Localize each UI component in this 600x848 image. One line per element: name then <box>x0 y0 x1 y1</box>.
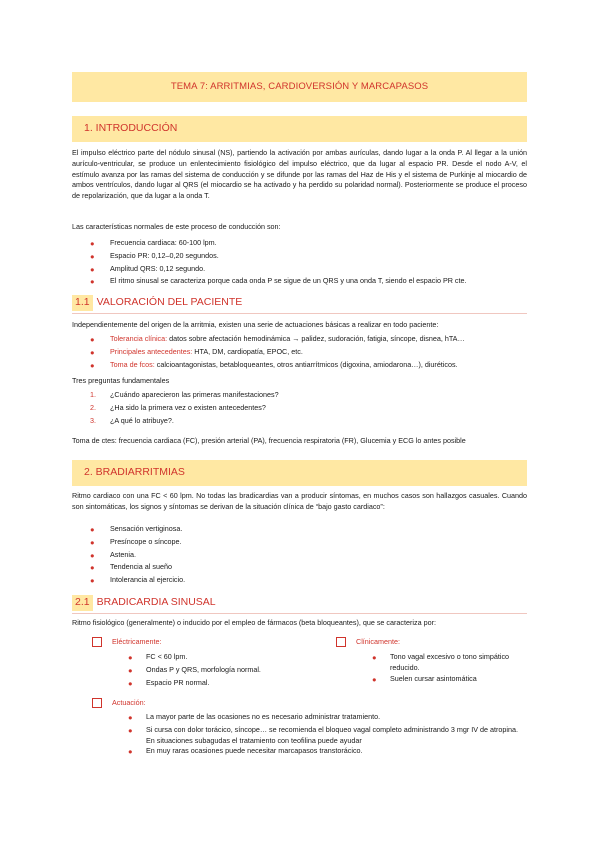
list-item: ● En muy raras ocasiones puede necesitar marcapasos transtorácico. <box>128 746 363 757</box>
list-item: 1. ¿Cuándo aparecieron las primeras manifestaciones? <box>90 390 279 399</box>
checkbox-icon <box>336 637 346 647</box>
checkbox-icon <box>92 637 102 647</box>
list-item: ● Tono vagal excesivo o tono simpático reducido. <box>372 652 510 672</box>
checkbox-icon <box>92 698 102 708</box>
bullet-icon: ● <box>90 563 95 573</box>
list-item: ● Ondas P y QRS, morfología normal. <box>128 664 261 675</box>
characteristics-list <box>90 238 467 289</box>
bullet-icon: ● <box>372 653 377 662</box>
electric-list <box>128 652 318 690</box>
list-item: ● Si cursa con dolor torácico, síncope… se recomienda el bloqueo vagal completo administrando 3 mgr IV de atropina. En situaciones subagudas el tratamiento con teofilina puede ayudar <box>128 724 518 745</box>
symptoms-list <box>90 524 185 588</box>
bullet-icon: ● <box>90 347 95 357</box>
section-heading-bradiarritmias: 2. BRADIARRITMIAS <box>72 460 527 486</box>
bullet-icon: ● <box>90 550 95 560</box>
bullet-icon: ● <box>90 537 95 547</box>
characteristics-intro: Las características normales de este proceso de conducción son: <box>72 222 281 231</box>
bullet-icon: ● <box>90 277 95 287</box>
bullet-icon: ● <box>128 713 133 722</box>
list-item: ● Amplitud QRS: 0,12 segundo. <box>90 263 206 274</box>
list-item: 2. ¿Ha sido la primera vez o existen antecedentes? <box>90 402 266 412</box>
bullet-icon: ● <box>128 653 133 662</box>
list-item: ● La mayor parte de las ocasiones no es necesario administrar tratamiento. <box>128 712 381 722</box>
list-item: ● Frecuencia cardiaca: 60-100 lpm. <box>90 238 217 248</box>
list-item: ● Astenia. <box>90 549 136 560</box>
document-title: TEMA 7: ARRITMIAS, CARDIOVERSIÓN Y MARCAPASOS <box>170 80 429 92</box>
bullet-icon: ● <box>90 264 95 274</box>
bullet-icon: ● <box>128 747 133 757</box>
electric-heading: Eléctricamente: <box>92 637 162 648</box>
document-title-bar <box>72 72 527 102</box>
bullet-icon: ● <box>90 335 95 344</box>
list-item: ● Presíncope o síncope. <box>90 536 182 547</box>
list-item: ● Espacio PR: 0,12–0,20 segundos. <box>90 250 219 261</box>
bullet-icon: ● <box>128 678 133 688</box>
valoracion-paragraph: Independientemente del origen de la arritmia, existen una serie de actuaciones básicas a realizar en todo paciente: <box>72 320 439 329</box>
list-item: ● FC < 60 lpm. <box>128 652 188 662</box>
bullet-icon: ● <box>90 525 95 534</box>
list-item: ● El ritmo sinusal se caracteriza porque cada onda P se sigue de un QRS y una onda T, siendo el espacio PR cte. <box>90 276 467 287</box>
action-list <box>128 712 528 759</box>
bullet-icon: ● <box>128 665 133 675</box>
clinical-list <box>372 652 528 686</box>
list-item: ● Intolerancia al ejercicio. <box>90 575 186 586</box>
subsection-heading-valoracion: 1.1 VALORACIÓN DEL PACIENTE <box>72 294 527 314</box>
list-item: 3. ¿A qué lo atribuye?. <box>90 415 174 425</box>
intro-paragraph: El impulso eléctrico parte del nódulo sinusal (NS), partiendo la activación por ambas aurículas, dando lugar a la onda P. Al llegar a la unión aurículo-ventricular, se produce un enlentecimiento fisiológico del impulso eléctrico, que da lugar al espacio PR. Desde el nodo A-V, el estímulo avanza por las ramas del sistema de conducción y se difunde por las ramas del Haz de His y el sistema de Purkinje al miocardio de ambos ventrículos, dando lugar al QRS (el miocardio se ha activado y ha perdido su polaridad normal). Posteriormente se produce el proceso de repolarización, que da lugar a la onda T. <box>72 148 527 201</box>
questions-list <box>90 390 279 428</box>
questions-intro: Tres preguntas fundamentales <box>72 376 170 385</box>
valoracion-list <box>90 334 465 372</box>
bullet-icon: ● <box>90 239 95 248</box>
list-item: ● Tendencia al sueño <box>90 562 172 573</box>
bullet-icon: ● <box>90 576 95 586</box>
bullet-icon: ● <box>372 674 377 684</box>
action-heading: Actuación: <box>92 698 146 709</box>
list-item: ● Tolerancia clínica: datos sobre afectación hemodinámica → palidez, sudoración, fatigia, síncope, disnea, hTA… <box>90 334 465 344</box>
bullet-icon: ● <box>128 725 133 735</box>
list-item: ● Principales antecedentes: HTA, DM, cardiopatía, EPOC, etc. <box>90 346 303 357</box>
constants-paragraph: Toma de ctes: frecuencia cardiaca (FC), presión arterial (PA), frecuencia respiratoria (FR), Glucemia y ECG lo antes posible <box>72 436 466 445</box>
clinical-heading: Clínicamente: <box>336 637 400 648</box>
list-item: ● Toma de fcos: calcioantagonistas, betabloqueantes, otros antiarrítmicos (digoxina, amiodarona…), diuréticos. <box>90 359 458 370</box>
list-item: ● Sensación vertiginosa. <box>90 524 183 534</box>
list-item: ● Suelen cursar asintomática <box>372 673 477 684</box>
list-item: ● Espacio PR normal. <box>128 677 210 688</box>
bradicardia-paragraph: Ritmo fisiológico (generalmente) o inducido por el empleo de fármacos (beta bloqueantes), que se caracteriza por: <box>72 618 436 627</box>
bullet-icon: ● <box>90 360 95 370</box>
subsection-heading-bradicardia-sinusal: 2.1 BRADICARDIA SINUSAL <box>72 594 527 614</box>
bradiarritmias-paragraph: Ritmo cardiaco con una FC < 60 lpm. No todas las bradicardias van a producir síntomas, en muchos casos son hallazgos casuales. Cuando son sintomáticas, los signos y síntomas se derivan de la situación clínica de “bajo gasto cardiaco”: <box>72 491 527 511</box>
section-heading-introduccion: 1. INTRODUCCIÓN <box>72 116 527 142</box>
bullet-icon: ● <box>90 251 95 261</box>
